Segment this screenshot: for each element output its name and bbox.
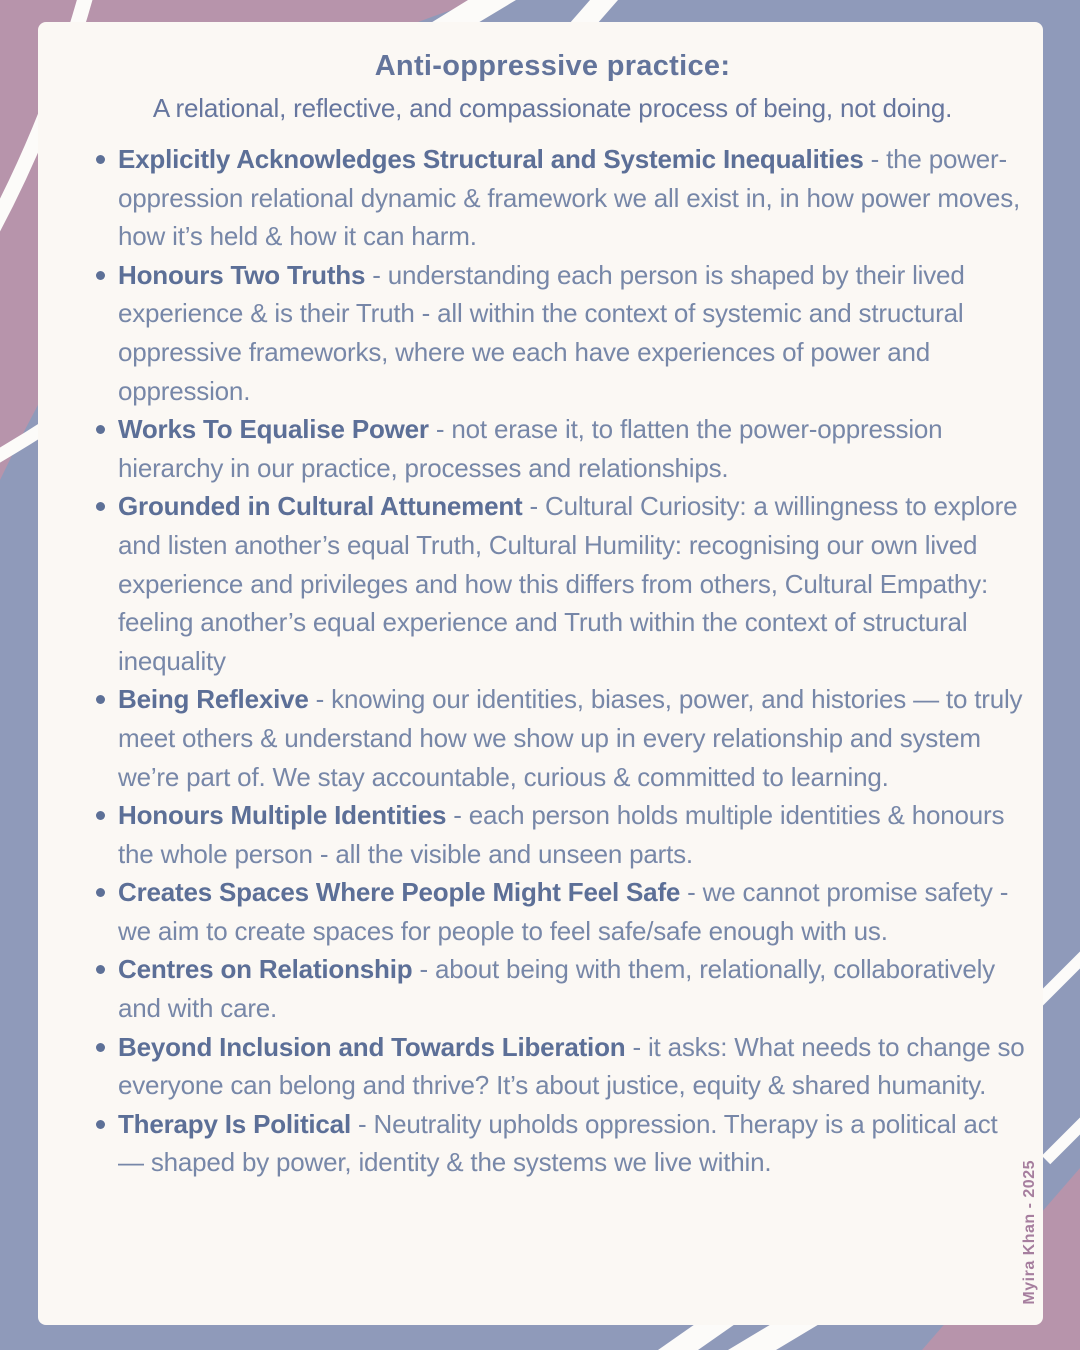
list-item-text <box>118 950 1025 1027</box>
list-item <box>80 680 1025 796</box>
item-description: not erase it, to flatten the power-oppression hierarchy in our practice, processes and relationships. <box>118 414 943 483</box>
page-subtitle: A relational, reflective, and compassionate process of being, not doing. <box>152 93 953 123</box>
item-separator: - <box>308 684 332 715</box>
bullet-icon <box>96 271 105 280</box>
item-term: Works To Equalise Power <box>118 414 429 445</box>
list-item-text <box>118 1105 1025 1182</box>
item-description: we cannot promise safety - we aim to create spaces for people to feel safe/safe enough with us. <box>118 877 1009 946</box>
bullet-icon <box>96 811 105 820</box>
page-title: Anti-oppressive practice: <box>374 50 731 82</box>
list-item <box>80 1028 1025 1105</box>
list-item <box>80 487 1025 680</box>
list-item <box>80 796 1025 873</box>
item-description: Cultural Curiosity: a willingness to explore and listen another’s equal Truth, Cultural Humility: recognising our own lived experience and privileges and how this differs from others, Cultural Empathy: feeling another’s equal experience and Truth within the context of structural inequality <box>118 491 1018 676</box>
item-separator: - <box>365 259 388 290</box>
list-item-text <box>118 1028 1025 1105</box>
bullet-icon <box>96 1120 105 1129</box>
list-item <box>80 1105 1025 1182</box>
item-term: Honours Two Truths <box>118 259 366 290</box>
bullet-icon <box>96 1043 105 1052</box>
item-separator: - <box>863 144 887 174</box>
item-description: each person holds multiple identities & honours the whole person - all the visible and unseen parts. <box>118 800 1005 869</box>
item-description: it asks: What needs to change so everyone can belong and thrive? It’s about justice, equity & shared humanity. <box>118 1031 1025 1101</box>
list-item-text <box>118 410 1025 487</box>
item-separator: - <box>625 1031 648 1062</box>
bullet-icon <box>96 425 105 434</box>
item-description: knowing our identities, biases, power, and histories — to truly meet others & understand how we show up in every relationship and system we’re part of. We stay accountable, curious & committed to learning. <box>118 684 1023 792</box>
item-term: Being Reflexive <box>118 684 309 715</box>
item-term: Centres on Relationship <box>118 954 413 985</box>
list-item <box>80 256 1025 410</box>
list-item-text <box>118 796 1025 873</box>
item-separator: - <box>428 414 452 445</box>
list-item-text <box>118 487 1025 680</box>
list-item <box>80 140 1025 256</box>
item-separator: - <box>446 800 469 831</box>
bullet-icon <box>96 888 105 897</box>
item-separator: - <box>680 877 703 908</box>
bullet-icon <box>96 965 105 974</box>
item-separator: - <box>522 491 545 522</box>
list-item-text <box>118 256 1025 410</box>
content-card <box>38 22 1043 1325</box>
item-term: Explicitly Acknowledges Structural and Systemic Inequalities <box>118 144 864 174</box>
bullet-icon <box>96 695 105 704</box>
list-item-text <box>118 140 1025 256</box>
bullet-icon <box>96 155 105 164</box>
item-term: Grounded in Cultural Attunement <box>118 491 523 522</box>
list-item-text <box>118 873 1025 950</box>
item-description: understanding each person is shaped by their lived experience & is their Truth - all within the context of systemic and structural oppressive frameworks, where we each have experiences of power and oppression. <box>118 259 965 406</box>
bullet-icon <box>96 502 105 511</box>
item-separator: - <box>412 954 435 985</box>
item-term: Honours Multiple Identities <box>118 800 447 831</box>
item-separator: - <box>350 1108 374 1139</box>
list-item <box>80 873 1025 950</box>
item-description: the power-oppression relational dynamic & framework we all exist in, in how power moves, how it’s held & how it can harm. <box>118 144 1021 252</box>
list-item-text <box>118 680 1025 796</box>
principles-list <box>80 140 1025 1182</box>
item-term: Beyond Inclusion and Towards Liberation <box>118 1031 626 1062</box>
item-term: Therapy Is Political <box>118 1108 351 1139</box>
list-item <box>80 410 1025 487</box>
item-description: about being with them, relationally, collaboratively and with care. <box>118 954 995 1024</box>
item-term: Creates Spaces Where People Might Feel Safe <box>118 877 681 908</box>
item-description: Neutrality upholds oppression. Therapy is a political act — shaped by power, identity & the systems we live within. <box>118 1108 998 1178</box>
credit-byline: Myira Khan - 2025 <box>1021 1160 1038 1305</box>
list-item <box>80 950 1025 1027</box>
